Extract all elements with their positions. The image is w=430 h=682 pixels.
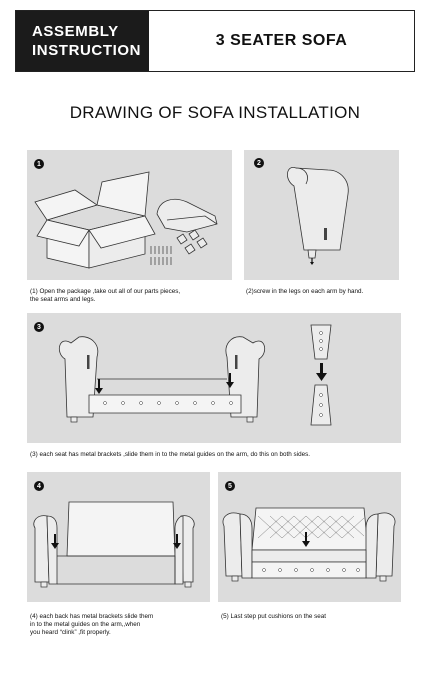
- down-arrow-icon: [95, 373, 234, 394]
- header-label-block: [16, 11, 149, 71]
- page-title: DRAWING OF SOFA INSTALLATION: [69, 103, 361, 122]
- sofa-arm-part-icon: [157, 199, 217, 232]
- seat-frame-icon: [89, 379, 241, 413]
- step-4-panel: [27, 472, 210, 602]
- leg-icon: [308, 250, 316, 265]
- box-icon: [35, 172, 155, 268]
- step-2-badge: 2: [254, 158, 264, 168]
- header-box: [15, 10, 415, 72]
- screws-icon: [151, 246, 171, 265]
- step-3-badge: 3: [34, 322, 44, 332]
- step-5-panel: [218, 472, 401, 602]
- step-5-caption: (5) Last step put cushions on the seat: [221, 613, 327, 620]
- step-5-badge: 5: [225, 481, 235, 491]
- step-5-illustration: [218, 472, 401, 602]
- step-1-panel: [27, 150, 232, 280]
- step-4-badge: 4: [34, 481, 44, 491]
- step-4-caption: (4) each back has metal brackets slide them in to the metal guides on the arm,,when you heard “clink” ,fit properly.: [30, 613, 154, 636]
- bracket-detail-icon: [311, 325, 331, 425]
- step-3-illustration: [27, 313, 401, 443]
- header-label-line1: ASSEMBLY: [32, 23, 119, 40]
- step-2-caption: (2)screw in the legs on each arm by hand.: [246, 288, 364, 295]
- step-2-illustration: [244, 150, 399, 280]
- header-label-line2: INSTRUCTION: [32, 42, 142, 59]
- step-1-caption: (1) Open the package ,take out all of our parts pieces, the seat arms and legs.: [30, 288, 181, 303]
- step-2-panel: [244, 150, 399, 280]
- step-4-illustration: [27, 472, 210, 602]
- step-1-badge: 1: [34, 159, 44, 169]
- tufted-sofa-icon: [223, 508, 395, 581]
- step-3-panel: [27, 313, 401, 443]
- step-3-caption: (3) each seat has metal brackets ,slide them in to the metal guides on the arm, do this on both sides.: [30, 451, 311, 458]
- sofa-legs-icon: [177, 230, 207, 254]
- step-1-illustration: [27, 150, 232, 280]
- sofa-arm-icon: [287, 167, 348, 250]
- product-name: 3 SEATER SOFA: [215, 32, 348, 49]
